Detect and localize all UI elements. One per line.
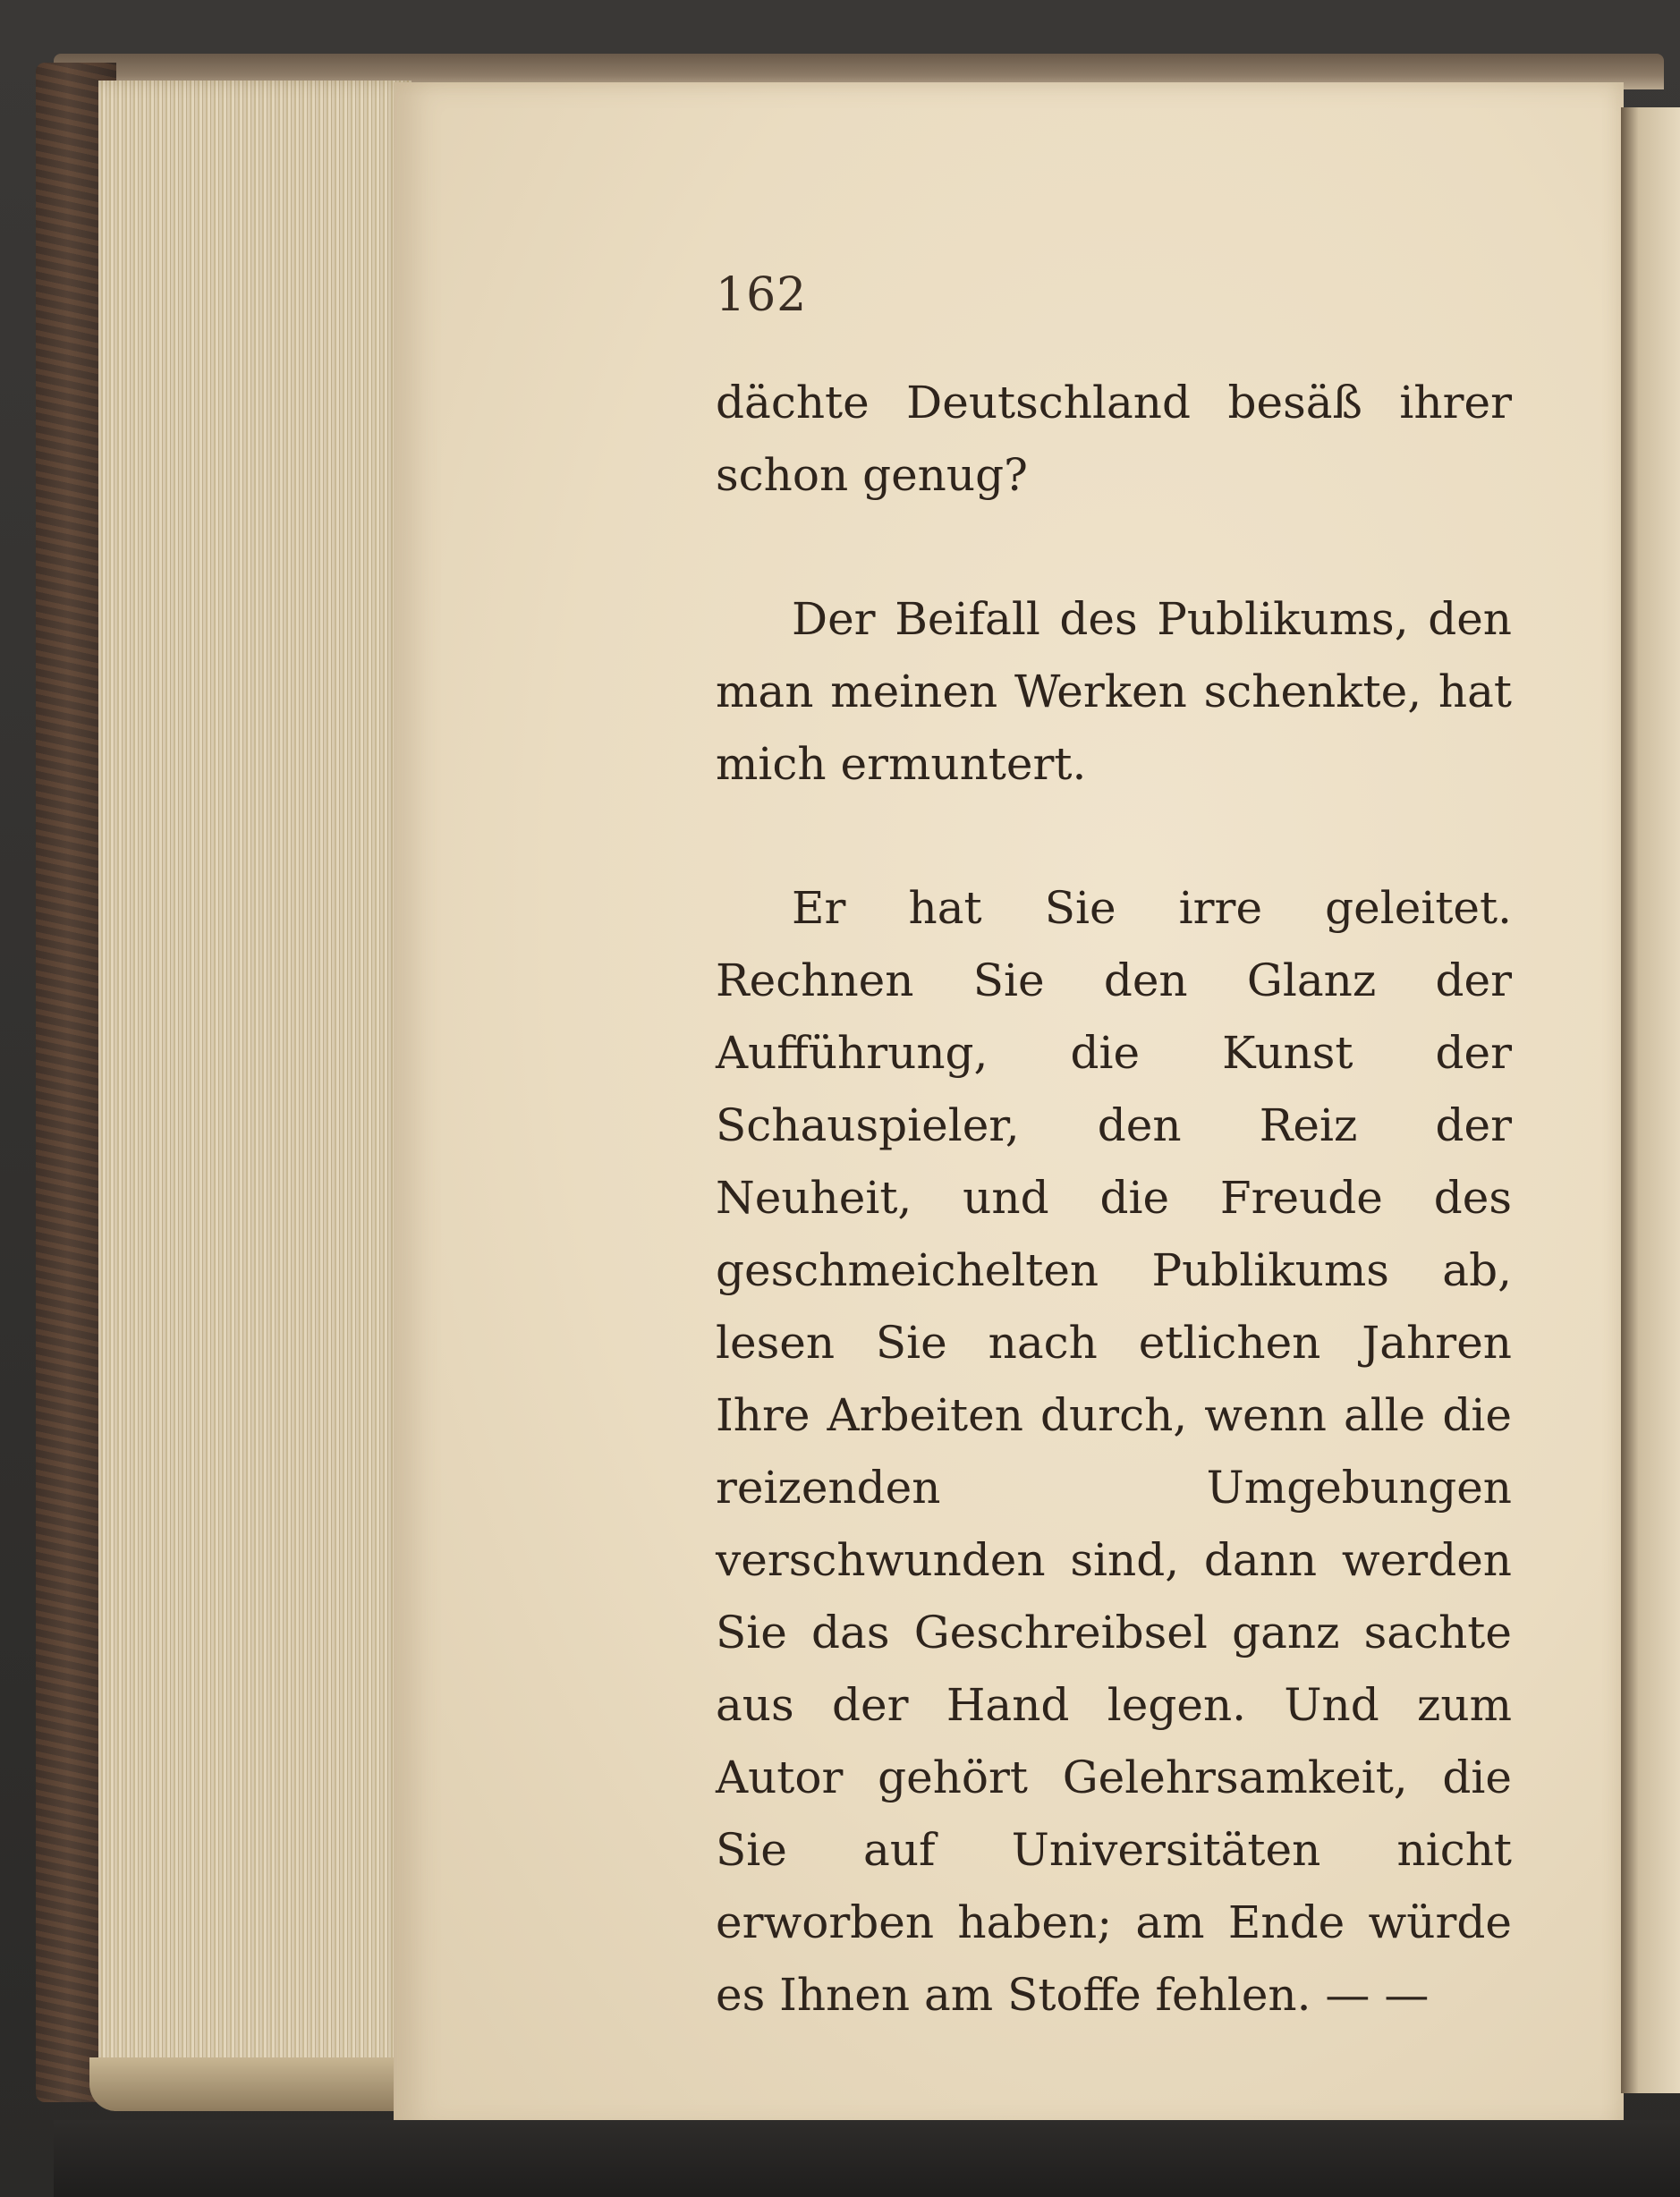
paragraph: Der Beifall des Publikums, den man meinen Werken schenkte, hat mich ermuntert. [716, 593, 1512, 790]
page-text [716, 367, 1512, 2032]
page-number: 162 [716, 268, 808, 322]
background-shadow [54, 2120, 1680, 2197]
book-gutter [1621, 107, 1680, 2093]
paragraph-continuation: dächte Deutschland besäß ihrer schon genug? [716, 377, 1512, 501]
paragraph: Er hat Sie irre geleitet. Rechnen Sie den Glanz der Aufführung, die Kunst der Schauspieler, den Reiz der Neuheit, und die Freude des geschmeichelten Publikums ab, lesen Sie nach etlichen Jahren Ihre Arbeiten durch, wenn alle die reizenden Umgebungen verschwunden sind, dann werden Sie das Geschreibsel ganz sachte aus der Hand legen. Und zum Autor gehört Gelehrsamkeit, die Sie auf Universitäten nicht erworben haben; am Ende würde es Ihnen am Stoffe fehlen. — — [716, 882, 1512, 2021]
page-edges [98, 81, 412, 2093]
page-edges-bottom [89, 2057, 429, 2111]
